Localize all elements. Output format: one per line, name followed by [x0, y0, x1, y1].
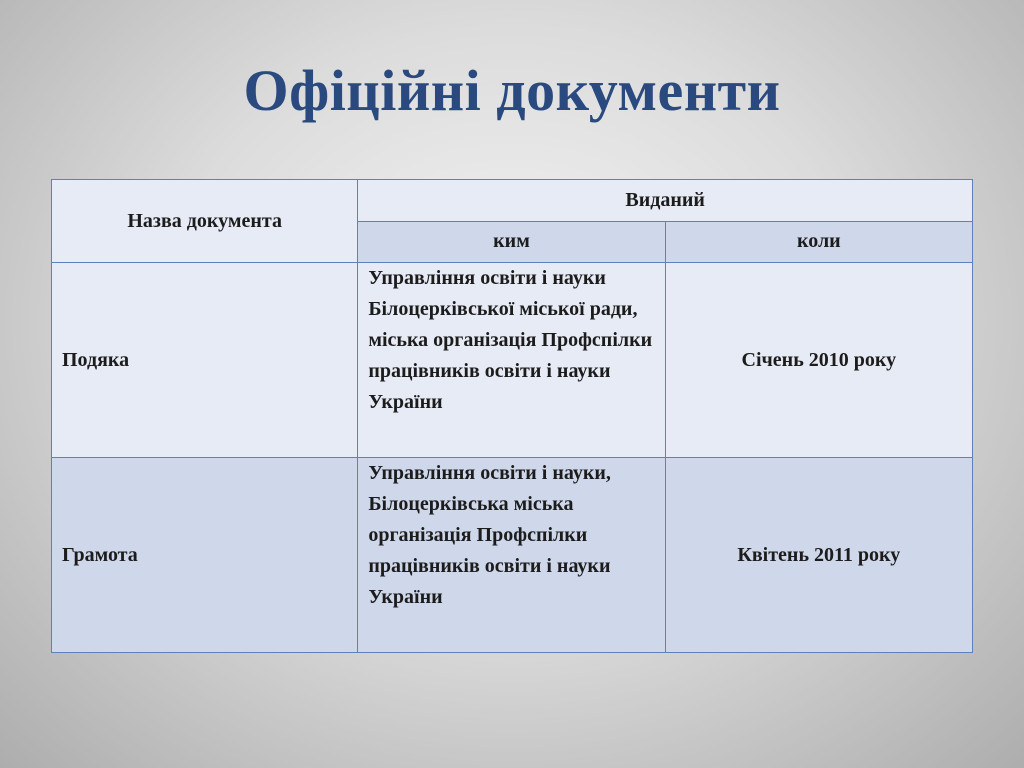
document-name-cell: Подяка [52, 263, 358, 458]
slide-title: Офіційні документи [243, 58, 781, 123]
header-document-name: Назва документа [52, 180, 358, 263]
header-by-whom: ким [358, 221, 665, 263]
document-name-cell: Грамота [52, 458, 358, 653]
table-row [52, 263, 973, 458]
issued-by-cell: Управління освіти і науки, Білоцерківська міська організація Профспілки працівників освіти і науки України [358, 458, 665, 653]
table-header-row [52, 180, 973, 222]
header-when: коли [665, 221, 972, 263]
table-row [52, 458, 973, 653]
documents-table [51, 179, 973, 653]
issued-date-cell: Квітень 2011 року [665, 458, 972, 653]
issued-date-cell: Січень 2010 року [665, 263, 972, 458]
issued-by-cell: Управління освіти і науки Білоцерківської міської ради, міська організація Профспілки працівників освіти і науки України [358, 263, 665, 458]
header-issued: Виданий [358, 180, 973, 222]
